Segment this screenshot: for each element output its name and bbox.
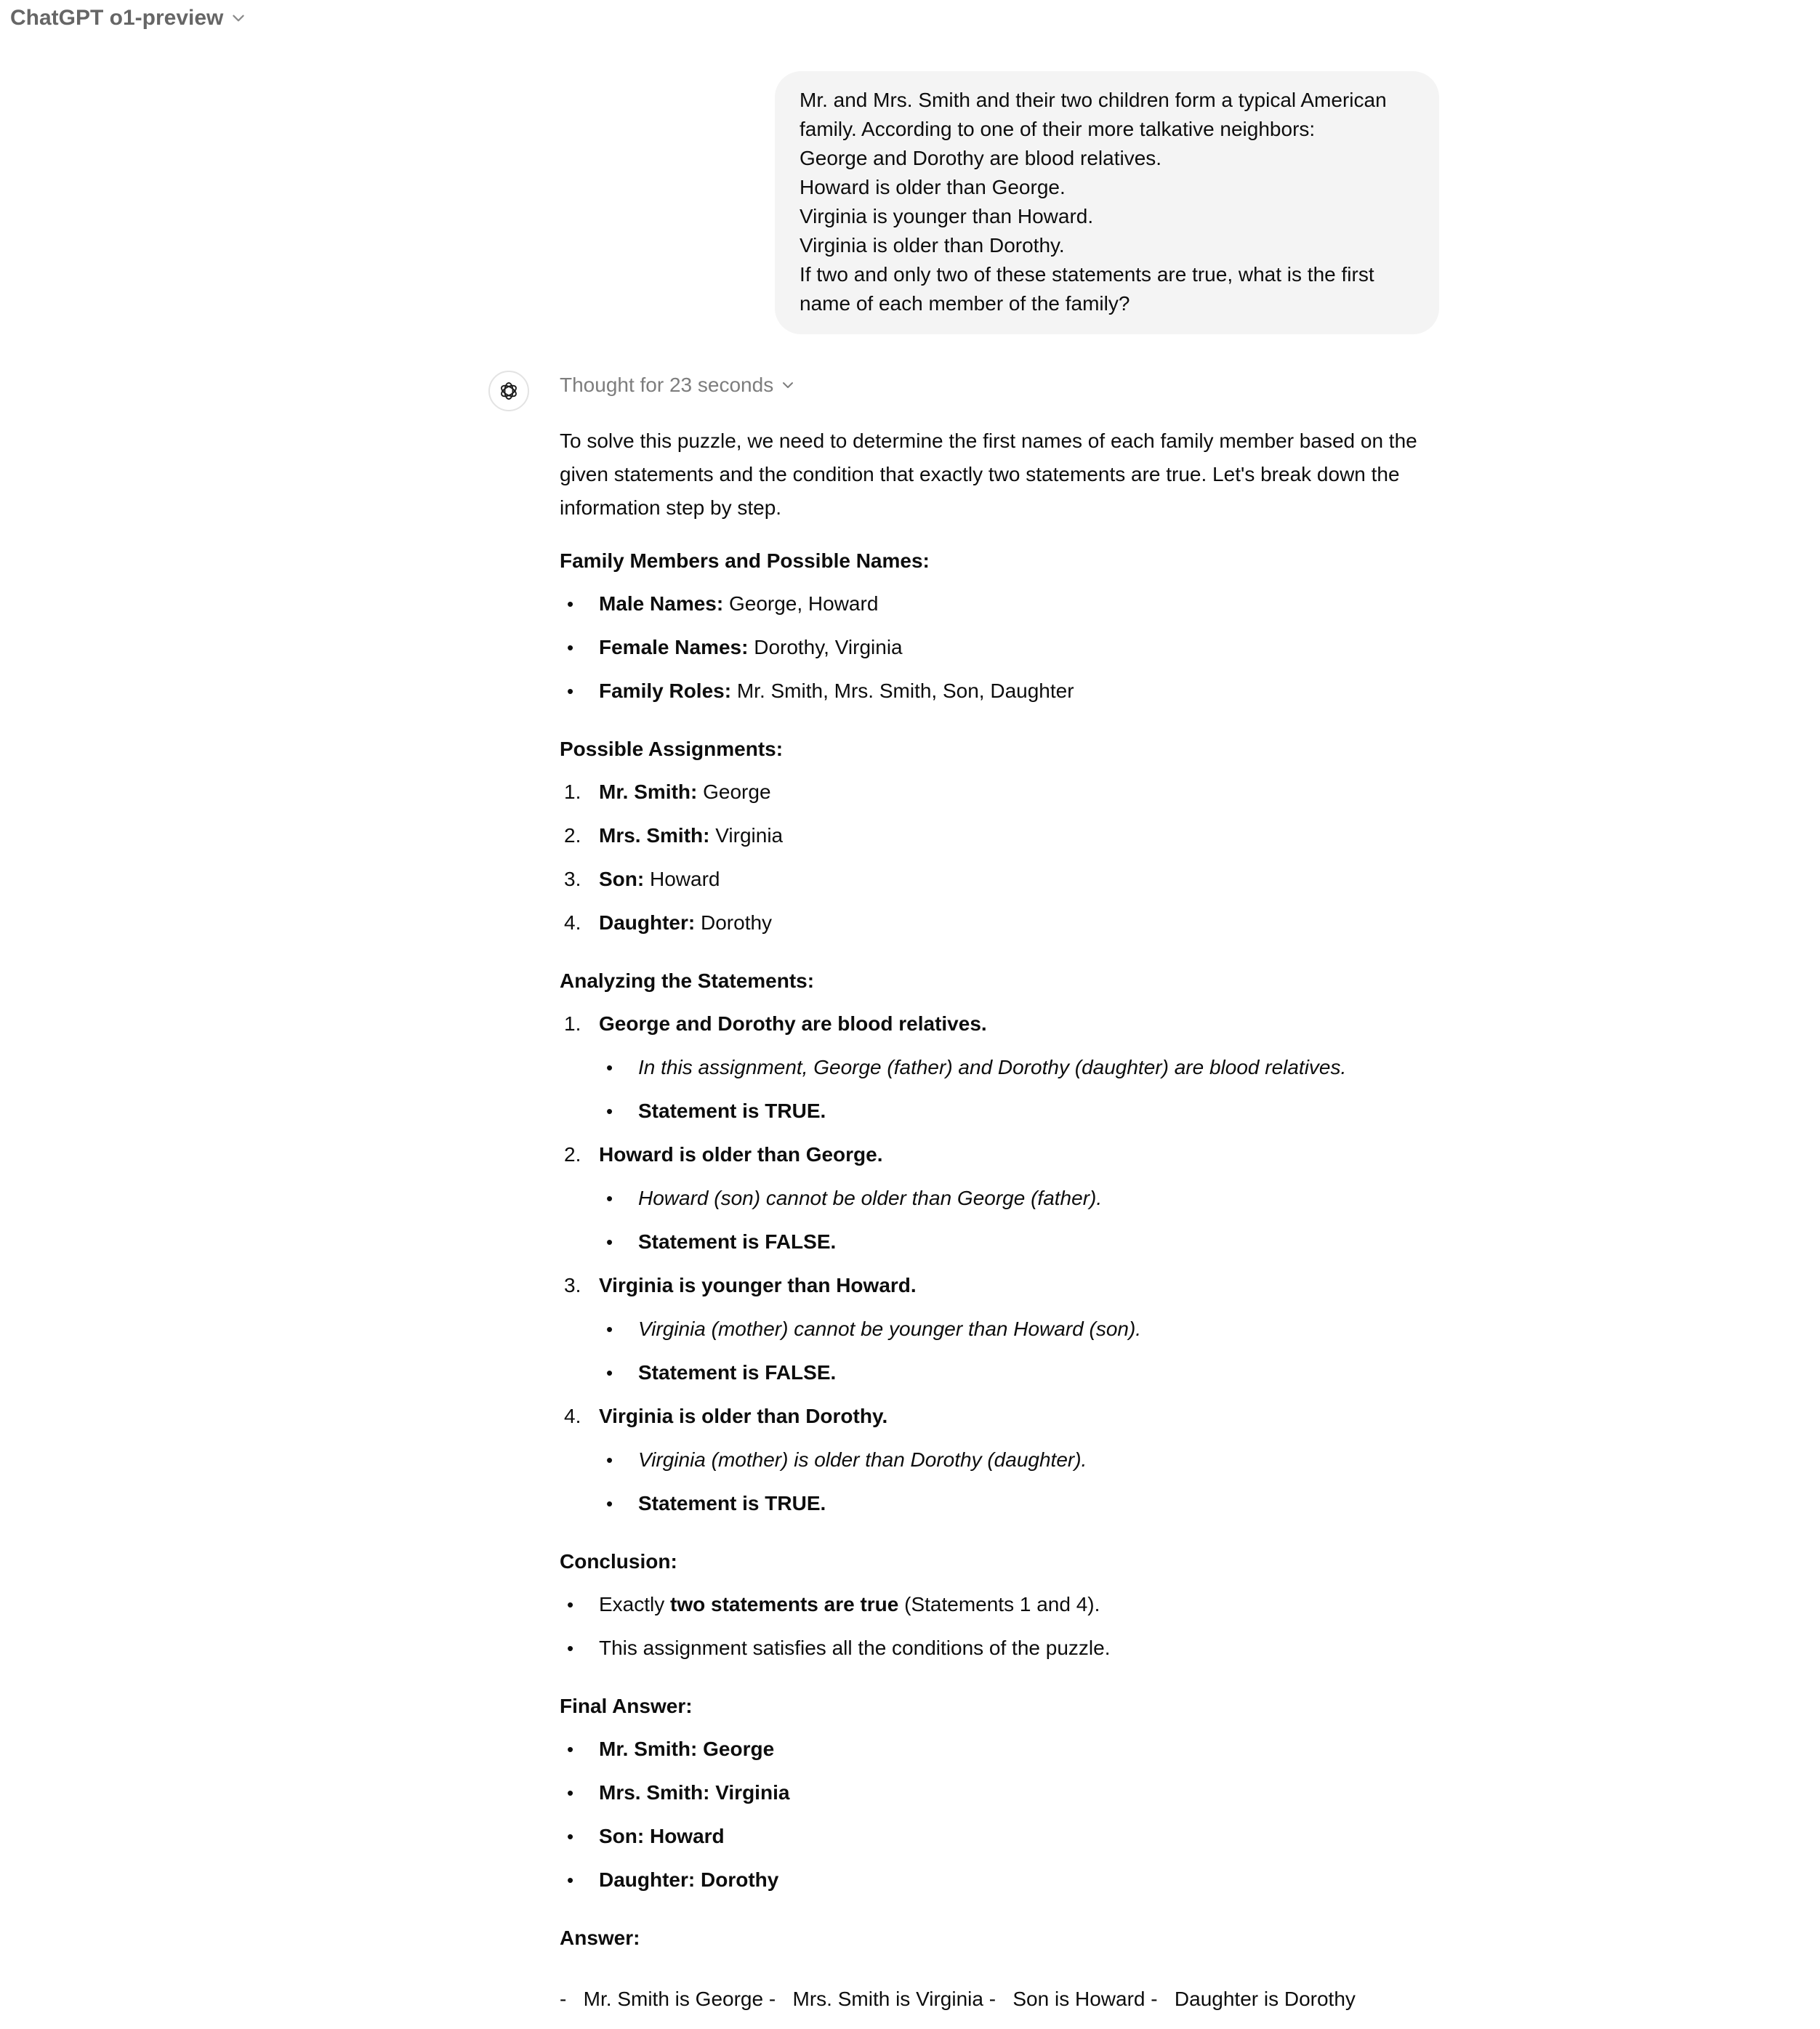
intro-paragraph [560,424,1439,525]
model-name: ChatGPT o1-preview [10,6,224,30]
assistant-message [560,424,1439,2014]
section-heading-conclusion: Conclusion: [560,1550,677,1573]
statement-details [599,1053,1439,1126]
user-message-line: George and Dorothy are blood relatives. [800,147,1162,169]
statement-item: 3. Virginia is younger than Howard. [564,1274,917,1296]
user-message-line: Howard is older than George. [800,176,1066,198]
statement-item: 4. Virginia is older than Dorothy. [564,1405,888,1427]
chevron-down-icon [781,378,795,392]
list-item: • Virginia (mother) is older than Dorothy (daughter). [606,1448,1087,1471]
list-item: • Statement is TRUE. [606,1100,826,1122]
list-item: • Son: Howard [567,1825,725,1847]
statement-details [599,1445,1439,1518]
section-heading-answer: Answer: [560,1927,640,1949]
final-answer-list [560,1735,1439,1895]
user-message-line: family. According to one of their more talkative neighbors: [800,118,1316,140]
statement-item: 2. Howard is older than George. [564,1143,883,1166]
list-item: • Statement is FALSE. [606,1361,837,1384]
section-heading-family: Family Members and Possible Names: [560,549,930,572]
list-item: • In this assignment, George (father) and Dorothy (daughter) are blood relatives. [606,1056,1347,1078]
statement-details [599,1184,1439,1256]
openai-logo-icon [496,379,521,403]
thought-toggle[interactable] [560,374,795,397]
list-item: • Female Names: Dorothy, Virginia [567,636,903,658]
intro-line: To solve this puzzle, we need to determine the first names of each family member based on the [560,429,1417,452]
statement-item: 1. George and Dorothy are blood relatives. [564,1012,987,1035]
list-item: • Howard (son) cannot be older than George (father). [606,1187,1103,1209]
user-message-line: Virginia is older than Dorothy. [800,234,1065,257]
list-item: • Statement is TRUE. [606,1492,826,1514]
thought-label: Thought for 23 seconds [560,374,774,396]
assignments-list [560,778,1439,937]
list-item: • This assignment satisfies all the conditions of the puzzle. [567,1637,1111,1659]
list-item: • Male Names: George, Howard [567,592,879,615]
list-item: 2. Mrs. Smith: Virginia [564,824,784,847]
user-message-line: name of each member of the family? [800,292,1130,315]
conclusion-list [560,1590,1439,1663]
analysis-list [560,1009,1439,1518]
user-message-bubble [775,71,1439,334]
intro-line: information step by step. [560,496,782,519]
model-selector[interactable] [10,6,246,31]
intro-line: given statements and the condition that exactly two statements are true. Let's break down the [560,463,1400,485]
chevron-down-icon [230,10,246,26]
family-list [560,589,1439,706]
user-message-line: If two and only two of these statements are true, what is the first [800,263,1374,286]
list-item: • Exactly two statements are true (Statements 1 and 4). [567,1593,1100,1615]
list-item: • Virginia (mother) cannot be younger than Howard (son). [606,1318,1142,1340]
list-item: • Mr. Smith: George [567,1738,775,1760]
list-item: 4. Daughter: Dorothy [564,911,773,934]
list-item: • Statement is FALSE. [606,1230,837,1253]
assistant-avatar [488,371,529,411]
list-item: • Family Roles: Mr. Smith, Mrs. Smith, Son, Daughter [567,679,1074,702]
section-heading-assignments: Possible Assignments: [560,738,784,760]
answer-line: - Mr. Smith is George - Mrs. Smith is Virginia - Son is Howard - Daughter is Dorothy [560,1988,1356,2010]
list-item: • Daughter: Dorothy [567,1868,779,1891]
user-message-line: Virginia is younger than Howard. [800,205,1094,227]
list-item: • Mrs. Smith: Virginia [567,1781,790,1804]
statement-details [599,1315,1439,1387]
user-message-line: Mr. and Mrs. Smith and their two children form a typical American [800,89,1387,111]
section-heading-final-answer: Final Answer: [560,1695,693,1717]
list-item: 3. Son: Howard [564,868,720,890]
section-heading-analysis: Analyzing the Statements: [560,969,815,992]
list-item: 1. Mr. Smith: George [564,780,771,803]
